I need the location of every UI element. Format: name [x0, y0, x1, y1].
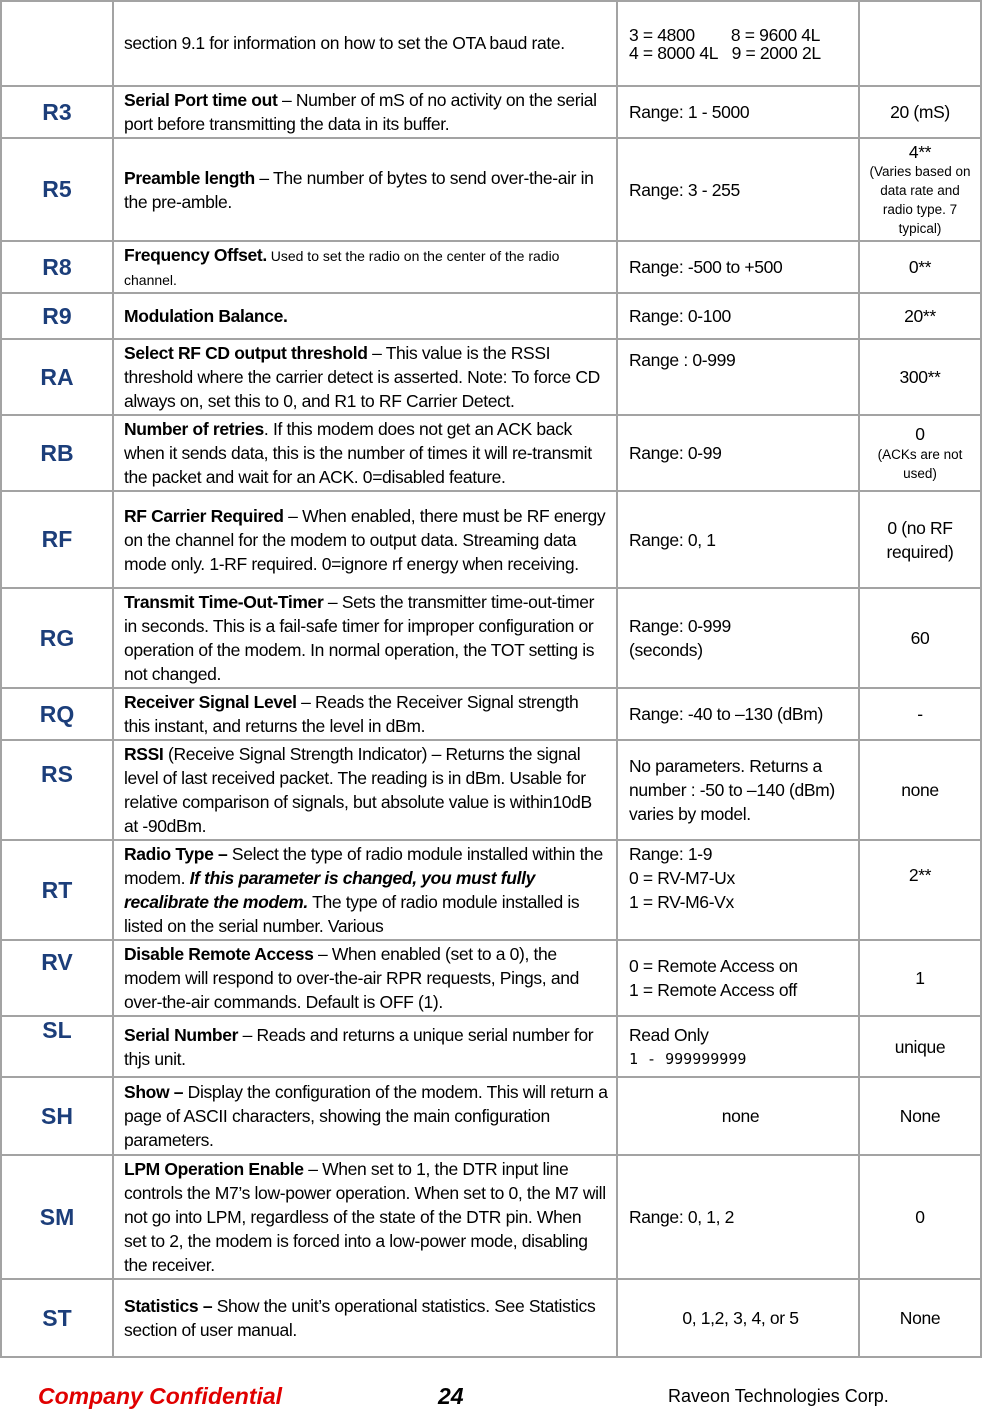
- description-cell: [113, 840, 617, 940]
- range-line: 1 = RV-M6-Vx: [629, 892, 734, 912]
- default-cell: -: [859, 688, 981, 740]
- register-code: SH: [1, 1077, 113, 1155]
- range-cell: Range: 0-99: [617, 415, 859, 491]
- register-code: SL: [1, 1016, 113, 1077]
- register-code: RB: [1, 415, 113, 491]
- description-cell: [113, 740, 617, 840]
- default-cell: 20 (mS): [859, 86, 981, 138]
- default-cell: none: [859, 740, 981, 840]
- description-text: Display the configuration of the modem. This will return a page of ASCII characters, showing the main configuration parameters.: [124, 1082, 608, 1150]
- register-code: R9: [1, 293, 113, 339]
- page-number: 24: [438, 1383, 464, 1409]
- description-cell: [113, 415, 617, 491]
- range-line: (seconds): [629, 640, 703, 660]
- register-code: RG: [1, 588, 113, 688]
- default-cell: 1: [859, 940, 981, 1016]
- table-row: [1, 740, 981, 840]
- description-text: Select the type of radio module installed within the modem.: [124, 844, 603, 888]
- description-cell: [113, 1279, 617, 1357]
- table-row: [1, 415, 981, 491]
- range-cell: Range: -500 to +500: [617, 241, 859, 293]
- default-cell: [859, 415, 981, 491]
- register-code: R5: [1, 138, 113, 241]
- range-line: 4 = 8000 4L 9 = 2000 2L: [629, 42, 821, 63]
- default-cell: None: [859, 1077, 981, 1155]
- description-cell: [113, 688, 617, 740]
- description-cell: [113, 1077, 617, 1155]
- description-text: – Sets the transmitter time-out-timer in seconds. This is a fail-safe timer for improper configuration or operation of the modem. In normal operation, the TOT setting is not changed.: [124, 592, 595, 684]
- table-row: [1, 688, 981, 740]
- range-cell: Range: -40 to –130 (dBm): [617, 688, 859, 740]
- table-row: [1, 1155, 981, 1279]
- description-cell: [113, 1155, 617, 1279]
- default-cell: [859, 138, 981, 241]
- description-term: Frequency Offset.: [124, 245, 267, 265]
- table-row: [1, 293, 981, 339]
- range-cell: Range: 0, 1: [617, 491, 859, 588]
- description-cell: [113, 1016, 617, 1077]
- range-line: Range: 1-9: [629, 844, 713, 864]
- description-cell: [113, 339, 617, 415]
- company-name: Raveon Technologies Corp.: [668, 1386, 889, 1406]
- description-term: LPM Operation Enable: [124, 1159, 304, 1179]
- register-code: [1, 1, 113, 86]
- register-code: RV: [1, 940, 113, 1016]
- table-row: [1, 940, 981, 1016]
- description-cell: [113, 293, 617, 339]
- default-cell: None: [859, 1279, 981, 1357]
- range-line: Range: 0-999: [629, 616, 731, 636]
- default-note: (ACKs are not used): [877, 447, 963, 481]
- table-row: [1, 86, 981, 138]
- default-cell: [859, 1, 981, 86]
- register-code: ST: [1, 1279, 113, 1357]
- range-cell: Range: 0, 1, 2: [617, 1155, 859, 1279]
- confidential-label: Company Confidential: [38, 1383, 283, 1409]
- table-row: [1, 840, 981, 940]
- default-cell: 0 (no RF required): [859, 491, 981, 588]
- description-text: section 9.1 for information on how to set the OTA baud rate.: [124, 33, 565, 53]
- description-text: Show the unit’s operational statistics. See Statistics section of user manual.: [124, 1296, 596, 1340]
- table-row: [1, 1077, 981, 1155]
- range-line: 1 - 999999999: [629, 1049, 747, 1068]
- range-cell: No parameters. Returns a number : -50 to –140 (dBm) varies by model.: [617, 740, 859, 840]
- description-cell: [113, 241, 617, 293]
- description-text: . If this modem does not get an ACK back when it sends data, this is the number of times it will re-transmit the packet and wait for an ACK. 0=disabled feature.: [124, 419, 592, 487]
- description-text: – The number of bytes to send over-the-air in the pre-amble.: [124, 167, 594, 212]
- description-cell: [113, 138, 617, 241]
- description-term: Number of retries: [124, 419, 264, 439]
- register-code: RA: [1, 339, 113, 415]
- page-footer: [0, 1383, 939, 1413]
- register-code: RT: [1, 840, 113, 940]
- default-cell: 0: [859, 1155, 981, 1279]
- register-code: R3: [1, 86, 113, 138]
- range-cell: Range: 0-100: [617, 293, 859, 339]
- range-line: Read Only: [629, 1024, 709, 1045]
- table-row: [1, 241, 981, 293]
- register-code: RS: [1, 740, 113, 840]
- description-cell: [113, 491, 617, 588]
- description-text: The type of radio module installed is listed on the serial number. Various: [124, 892, 580, 936]
- range-line: 0 = RV-M7-Ux: [629, 868, 735, 888]
- range-cell: none: [617, 1077, 859, 1155]
- description-term: Show –: [124, 1082, 184, 1102]
- description-term: Radio Type –: [124, 844, 228, 864]
- description-text: – Reads the Receiver Signal strength this instant, and returns the level in dBm.: [124, 692, 579, 736]
- description-term: Modulation Balance.: [124, 306, 288, 326]
- range-cell: [617, 840, 859, 940]
- range-cell: [617, 940, 859, 1016]
- description-term: Serial Port time out: [124, 90, 278, 110]
- table-row: [1, 588, 981, 688]
- description-term: Receiver Signal Level: [124, 692, 297, 712]
- default-cell: unique: [859, 1016, 981, 1077]
- default-cell: 20**: [859, 293, 981, 339]
- range-cell: Range: 1 - 5000: [617, 86, 859, 138]
- description-text: – When enabled (set to a 0), the modem will respond to over-the-air RPR requests, Pings, and over-the-air commands. Default is OFF (1).: [124, 944, 579, 1012]
- description-cell: [113, 588, 617, 688]
- table-row: [1, 138, 981, 241]
- description-term: RF Carrier Required: [124, 505, 284, 526]
- range-cell: Range: 3 - 255: [617, 138, 859, 241]
- range-line: 0 = Remote Access on: [629, 956, 798, 976]
- description-text: (Receive Signal Strength Indicator) – Returns the signal level of last received packet. The reading is in dBm. Usable for relative comparison of signals, but absolute value is within10dB at -90dBm.: [124, 744, 592, 836]
- default-cell: 300**: [859, 339, 981, 415]
- register-code: RF: [1, 491, 113, 588]
- description-text: – When set to 1, the DTR input line controls the M7’s low-power operation. When set to 0, the M7 will not go into LPM, regardless of the state of the DTR pin. When set to 2, the modem is forced into a low-power mode, disabling the receiver.: [124, 1159, 606, 1275]
- description-warning: If this parameter is changed, you must fully recalibrate the modem.: [124, 868, 536, 912]
- description-text: – When enabled, there must be RF energy on the channel for the modem to output data. Streaming data mode only. 1-RF required. 0=ignore rf energy when receiving.: [124, 505, 606, 574]
- description-text: – Reads and returns a unique serial number for thjs unit.: [124, 1024, 594, 1069]
- default-cell: 0**: [859, 241, 981, 293]
- default-cell: 60: [859, 588, 981, 688]
- range-cell: Range : 0-999: [617, 339, 859, 415]
- range-cell: [617, 588, 859, 688]
- table-row: [1, 1279, 981, 1357]
- description-term: Transmit Time-Out-Timer: [124, 592, 324, 612]
- range-cell: 0, 1,2, 3, 4, or 5: [617, 1279, 859, 1357]
- description-term: Disable Remote Access: [124, 944, 314, 964]
- description-text: Used to set the radio on the center of the radio channel.: [124, 248, 560, 288]
- range-cell: [617, 1, 859, 86]
- default-note: (Varies based on data rate and radio type. 7 typical): [869, 163, 971, 236]
- description-term: Serial Number: [124, 1024, 239, 1045]
- register-code: SM: [1, 1155, 113, 1279]
- description-cell: [113, 86, 617, 138]
- default-cell: 2**: [859, 840, 981, 940]
- table-row: [1, 1016, 981, 1077]
- description-cell: [113, 940, 617, 1016]
- description-term: Preamble length: [124, 167, 255, 188]
- table-row: [1, 491, 981, 588]
- default-value: 0: [915, 424, 925, 444]
- range-cell: [617, 1016, 859, 1077]
- description-term: Statistics –: [124, 1296, 213, 1316]
- description-cell: [113, 1, 617, 86]
- range-line: 1 = Remote Access off: [629, 980, 797, 1000]
- description-term: RSSI: [124, 744, 164, 764]
- table-row: [1, 339, 981, 415]
- register-code: RQ: [1, 688, 113, 740]
- range-line: 3 = 4800 8 = 9600 4L: [629, 24, 820, 45]
- default-value: 4**: [908, 141, 932, 162]
- description-term: Select RF CD output threshold: [124, 343, 368, 363]
- description-text: – Number of mS of no activity on the serial port before transmitting the data in its buffer.: [124, 90, 597, 134]
- register-code: R8: [1, 241, 113, 293]
- table-row: [1, 1, 981, 86]
- description-text: – This value is the RSSI threshold where the carrier detect is asserted. Note: To force CD always on, set this to 0, and R1 to RF Carrier Detect.: [124, 343, 600, 411]
